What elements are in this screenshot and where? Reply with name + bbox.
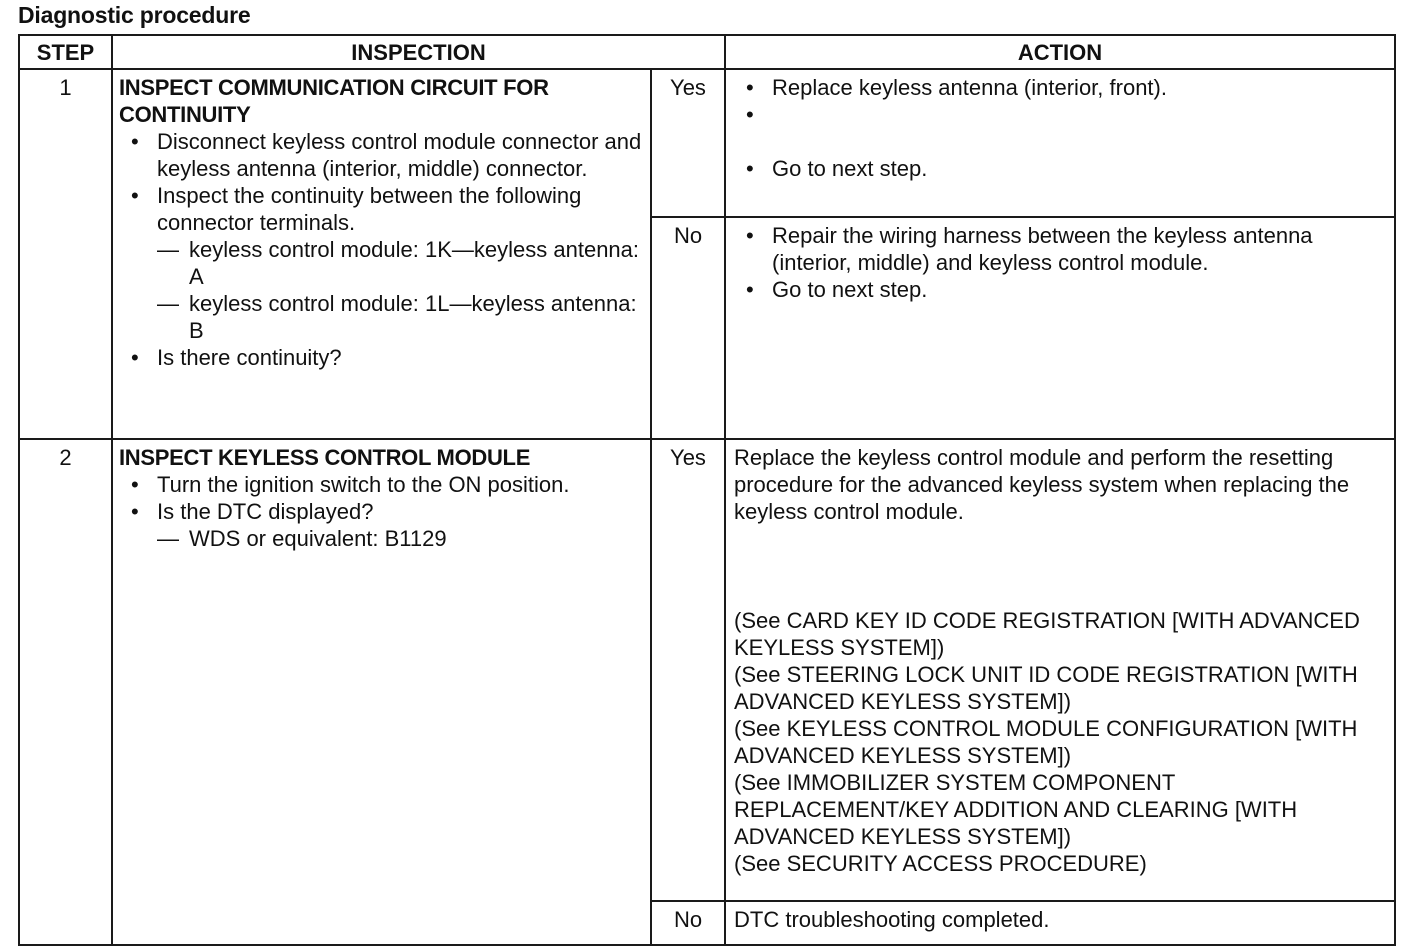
reference-link[interactable]: (See IMMOBILIZER SYSTEM COMPONENT REPLACEMENT/KEY ADDITION AND CLEARING [WITH ADVANCED KEYLESS SYSTEM]) [734, 770, 1298, 849]
reference-link[interactable]: (See STEERING LOCK UNIT ID CODE REGISTRATION [WITH ADVANCED KEYLESS SYSTEM]) [734, 662, 1358, 714]
list-item: • Is there continuity? [119, 344, 644, 371]
inspection-title: INSPECT COMMUNICATION CIRCUIT FOR CONTINUITY [119, 75, 549, 127]
list-item-text: Is the DTC displayed? [157, 499, 374, 524]
diagnostic-procedure-table [18, 34, 1396, 946]
inspection-bullets [119, 128, 644, 371]
reference-link[interactable]: (See CARD KEY ID CODE REGISTRATION [WITH ADVANCED KEYLESS SYSTEM]) [734, 608, 1360, 660]
list-item: — WDS or equivalent: B1129 [157, 525, 644, 552]
table-row [19, 69, 1395, 217]
list-item: — keyless control module: 1L—keyless antenna: B [157, 290, 644, 344]
yes-action-cell [725, 69, 1395, 217]
header-step: STEP [19, 35, 112, 69]
inspection-bullets [119, 471, 644, 552]
action-text: Replace the keyless control module and perform the resetting procedure for the advanced keyless system when replacing the keyless control module. [734, 445, 1350, 524]
list-item: • Repair the wiring harness between the keyless antenna (interior, middle) and keyless control module. [734, 222, 1386, 276]
action-list [734, 74, 1386, 182]
inspection-title: INSPECT KEYLESS CONTROL MODULE [119, 445, 531, 470]
reference-link[interactable]: (See SECURITY ACCESS PROCEDURE) [734, 851, 1147, 876]
table-header-row [19, 35, 1395, 69]
list-item: • Go to next step. [734, 155, 1386, 182]
spacer [734, 525, 1386, 607]
terminal-list [157, 236, 644, 344]
action-list [734, 222, 1386, 303]
header-action: ACTION [725, 35, 1395, 69]
no-action-cell: DTC troubleshooting completed. [725, 901, 1395, 945]
yes-label: Yes [651, 439, 725, 901]
no-label: No [651, 901, 725, 945]
list-item: • Replace keyless antenna (interior, front). [734, 74, 1386, 101]
inspection-cell [112, 69, 651, 439]
reference-link[interactable]: (See KEYLESS CONTROL MODULE CONFIGURATION [WITH ADVANCED KEYLESS SYSTEM]) [734, 716, 1358, 768]
dtc-list [157, 525, 644, 552]
yes-label: Yes [651, 69, 725, 217]
list-item: — keyless control module: 1K—keyless antenna: A [157, 236, 644, 290]
list-item-text: Inspect the continuity between the following connector terminals. [157, 183, 582, 235]
list-item: • Disconnect keyless control module connector and keyless antenna (interior, middle) connector. [119, 128, 644, 182]
step-number: 1 [19, 69, 112, 439]
list-item [119, 182, 644, 344]
yes-action-cell [725, 439, 1395, 901]
table-row [19, 439, 1395, 901]
no-label: No [651, 217, 725, 439]
inspection-cell [112, 439, 651, 945]
header-inspection: INSPECTION [112, 35, 725, 69]
no-action-cell [725, 217, 1395, 439]
spacer [734, 101, 1386, 155]
list-item: • Go to next step. [734, 276, 1386, 303]
list-item [119, 498, 644, 552]
list-item: • Turn the ignition switch to the ON position. [119, 471, 644, 498]
step-number: 2 [19, 439, 112, 945]
page-title: Diagnostic procedure [18, 2, 251, 28]
